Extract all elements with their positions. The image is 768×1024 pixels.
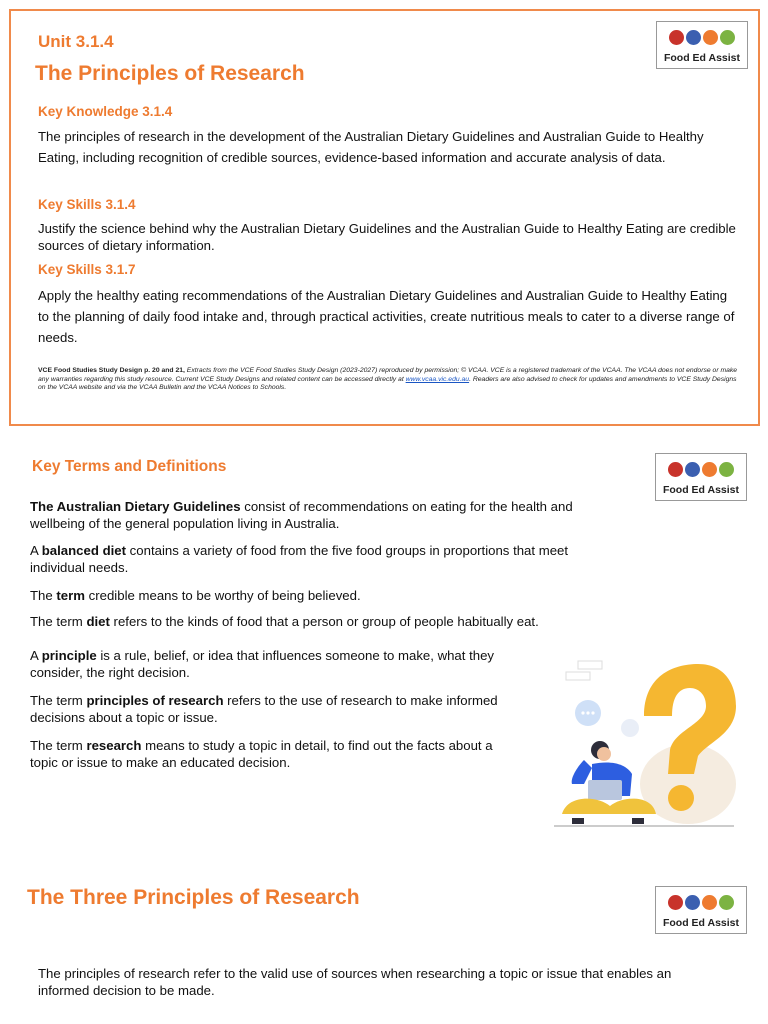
food-ed-assist-logo bbox=[656, 21, 748, 69]
logo-dot-green bbox=[719, 895, 734, 910]
deco-rect-1 bbox=[578, 661, 602, 669]
copyright-notice bbox=[38, 367, 738, 393]
key-terms-heading: Key Terms and Definitions bbox=[32, 458, 227, 475]
laptop-icon bbox=[588, 780, 622, 800]
key-skills-1-heading: Key Skills 3.1.4 bbox=[38, 197, 136, 212]
term-principle: A principle is a rule, belief, or idea that influences someone to make, what they consider, the right decision. bbox=[30, 648, 495, 680]
person-shoes bbox=[572, 818, 644, 824]
term-diet: The term diet refers to the kinds of food that a person or group of people habitually eat. bbox=[30, 614, 539, 629]
study-design-card bbox=[9, 9, 760, 426]
term-bold: principles of research bbox=[86, 693, 224, 708]
three-principles-heading: The Three Principles of Research bbox=[27, 886, 360, 909]
term-bold: principle bbox=[41, 648, 97, 663]
deco-rect-2 bbox=[566, 672, 590, 680]
key-skills-2-heading: Key Skills 3.1.7 bbox=[38, 262, 136, 277]
term-bold: The Australian Dietary Guidelines bbox=[30, 499, 241, 514]
three-principles-intro: The principles of research refer to the valid use of sources when researching a topic or issue that enables an informed decision to be made. bbox=[38, 966, 672, 998]
logo-text: Food Ed Assist bbox=[663, 52, 741, 64]
logo-dot-orange bbox=[702, 895, 717, 910]
copyright-text: Extracts from the VCE Food Studies Study Design (2023-2027) reproduced by permission; © VCAA. VCE is a registered trademark of the VCAA. The VCAA does not endorse or make any warranties regarding this study resource. Current VCE Study Designs and related content can be accessed directly at bbox=[38, 367, 738, 383]
food-ed-assist-logo-2 bbox=[655, 453, 747, 501]
term-bold: term bbox=[56, 588, 85, 603]
thought-bubble-small bbox=[621, 719, 639, 737]
term-principles-of-research: The term principles of research refers to the use of research to make informed decisions about a topic or issue. bbox=[30, 693, 498, 725]
unit-label: Unit 3.1.4 bbox=[38, 32, 114, 51]
key-knowledge-heading: Key Knowledge 3.1.4 bbox=[38, 104, 173, 119]
copyright-source: VCE Food Studies Study Design p. 20 and 21, bbox=[38, 367, 185, 374]
logo-dot-green bbox=[720, 30, 735, 45]
term-bold: balanced diet bbox=[41, 543, 127, 558]
person-face bbox=[597, 747, 611, 761]
term-balanced-diet: A balanced diet contains a variety of food from the five food groups in proportions that meet individual needs. bbox=[30, 543, 569, 575]
logo-dot-red bbox=[669, 30, 684, 45]
question-mark-illustration bbox=[548, 656, 738, 828]
term-credible: The term credible means to be worthy of being believed. bbox=[30, 588, 361, 603]
logo-dot-green bbox=[719, 462, 734, 477]
logo-dot-blue bbox=[685, 462, 700, 477]
key-skills-2-text: Apply the healthy eating recommendations of the Australian Dietary Guidelines and Australian Guide to Healthy Eating to the planning of daily food intake and, through practical activities, create nutritious meals to cater to a diverse range of needs. bbox=[38, 288, 735, 345]
food-ed-assist-logo-3 bbox=[655, 886, 747, 934]
key-knowledge-text: The principles of research in the development of the Australian Dietary Guidelines and Australian Guide to Healthy Eating, including recognition of credible sources, evidence-based information and accurate analysis of data. bbox=[38, 129, 704, 165]
logo-dot-red bbox=[668, 895, 683, 910]
key-skills-1-text: Justify the science behind why the Australian Dietary Guidelines and the Australian Guide to Healthy Eating are credible sources of dietary information. bbox=[38, 221, 736, 253]
logo-dot-blue bbox=[686, 30, 701, 45]
term-bold: diet bbox=[86, 614, 110, 629]
term-research: The term research means to study a topic in detail, to find out the facts about a topic or issue to make an educated decision. bbox=[30, 738, 493, 770]
logo-dot-orange bbox=[703, 30, 718, 45]
logo-text: Food Ed Assist bbox=[662, 917, 740, 929]
page-title: The Principles of Research bbox=[35, 62, 305, 85]
person-legs bbox=[562, 799, 656, 814]
logo-dot-red bbox=[668, 462, 683, 477]
logo-text: Food Ed Assist bbox=[662, 484, 740, 496]
copyright-text-2: . Readers are also advised to check for updates and amendments to VCE Study Designs on the VCAA website and via the VCAA Bulletin and the VCAA Notices to Schools. bbox=[38, 375, 737, 392]
term-bold: research bbox=[86, 738, 142, 753]
vcaa-link[interactable]: www.vcaa.vic.edu.au bbox=[405, 375, 470, 383]
logo-dot-blue bbox=[685, 895, 700, 910]
question-dot bbox=[668, 785, 694, 811]
term-adg: The Australian Dietary Guidelines consist of recommendations on eating for the health and wellbeing of the general population living in Australia. bbox=[30, 499, 573, 531]
logo-dot-orange bbox=[702, 462, 717, 477]
